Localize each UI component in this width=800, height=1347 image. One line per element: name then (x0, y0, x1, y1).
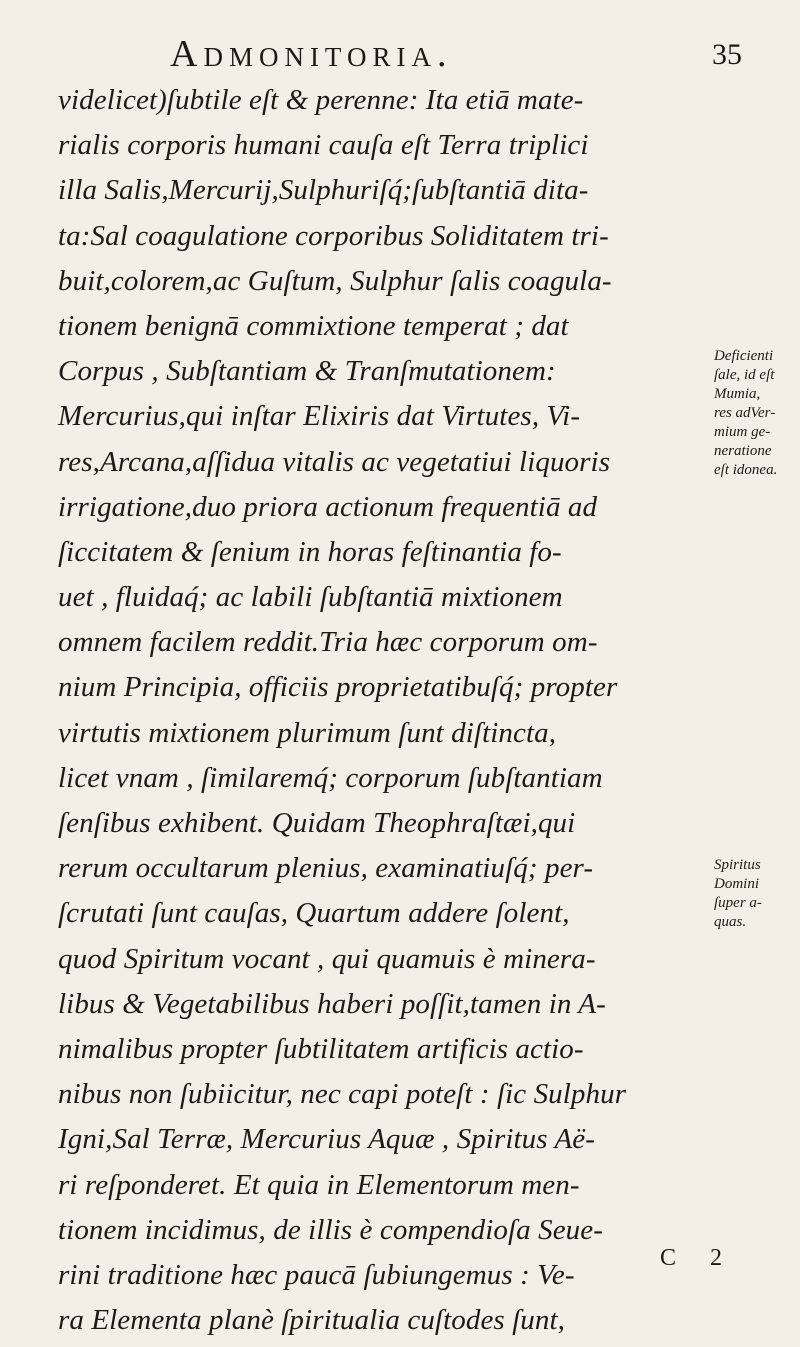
margin-note-line: res adVer- (714, 405, 776, 421)
text-line: ſiccitatem & ſenium in horas feſtinantia fo- (58, 535, 562, 568)
text-line: tionem incidimus, de illis è compendioſa Seue- (58, 1213, 604, 1246)
text-line: uet , fluidaq́; ac labili ſubſtantiā mixtionem (58, 581, 563, 614)
text-line: tionem benignā commixtione temperat ; dat (58, 309, 569, 342)
text-line: nium Principia, officiis proprietatibuſq́; propter (58, 671, 618, 704)
margin-note-line: neratione (714, 443, 772, 459)
signature-mark: C 2 (660, 1245, 737, 1271)
margin-note-line: Deficienti (714, 348, 774, 364)
running-head-title: Admonitoria. (170, 33, 453, 75)
text-line: Mercurius,qui inſtar Elixiris dat Virtutes, Vi- (58, 400, 581, 433)
text-line: Igni,Sal Terræ, Mercurius Aquæ , Spiritus Aë- (58, 1123, 596, 1156)
margin-note-line: ſale, id eſt (714, 367, 775, 383)
text-line: videlicet)ſubtile eſt & perenne: Ita etiā mate- (58, 84, 584, 116)
text-line: rerum occultarum plenius, examinatiuſq́; per- (58, 852, 594, 885)
margin-note-mumia (714, 347, 800, 480)
text-line: licet vnam , ſimilaremq́; corporum ſubſtantiam (58, 761, 603, 794)
text-line: omnem facilem reddit.Tria hæc corporum om- (58, 626, 598, 659)
text-line: nibus non ſubiicitur, nec capi poteſt : ſic Sulphur (58, 1078, 627, 1111)
text-line: ta:Sal coagulatione corporibus Soliditatem tri- (58, 219, 609, 252)
main-text (58, 78, 718, 1343)
text-line: ſenſibus exhibent. Quidam Theophraſtæi,qui (58, 807, 576, 839)
text-line: quod Spiritum vocant , qui quamuis è minera- (58, 942, 596, 975)
text-line: nimalibus propter ſubtilitatem artificis actio- (58, 1032, 584, 1065)
margin-note-line: eſt idonea. (714, 462, 778, 478)
text-line: virtutis mixtionem plurimum ſunt diſtincta, (58, 716, 557, 749)
text-line: ri reſponderet. Et quia in Elementorum men- (58, 1168, 580, 1201)
text-line: libus & Vegetabilibus haberi poſſit,tamen in A- (58, 987, 606, 1020)
page-number: 35 (712, 38, 742, 71)
margin-note-line: quas. (714, 914, 747, 930)
text-line: rini traditione hæc paucā ſubiungemus : Ve- (58, 1258, 575, 1291)
margin-note-line: Domini (714, 876, 759, 892)
text-line: ra Elementa planè ſpiritualia cuſtodes ſunt, (58, 1304, 566, 1337)
margin-note-line: mium ge- (714, 424, 771, 440)
text-line: irrigatione,duo priora actionum frequentiā ad (58, 490, 598, 523)
margin-note-line: ſuper a- (714, 895, 762, 911)
text-line: buit,colorem,ac Guſtum, Sulphur ſalis coagula- (58, 264, 612, 297)
running-head (0, 28, 800, 76)
text-line: Corpus , Subſtantiam & Tranſmutationem: (58, 355, 556, 388)
text-line: ſcrutati ſunt cauſas, Quartum addere ſolent, (58, 897, 570, 930)
margin-note-spiritus (714, 856, 800, 932)
text-line: illa Salis,Mercurij,Sulphuriſq́;ſubſtantiā dita- (58, 174, 589, 207)
text-line: res,Arcana,aſſidua vitalis ac vegetatiui liquoris (58, 445, 611, 478)
text-line: rialis corporis humani cauſa eſt Terra triplici (58, 129, 589, 162)
margin-note-line: Mumia, (714, 386, 761, 402)
margin-note-line: Spiritus (714, 857, 761, 873)
